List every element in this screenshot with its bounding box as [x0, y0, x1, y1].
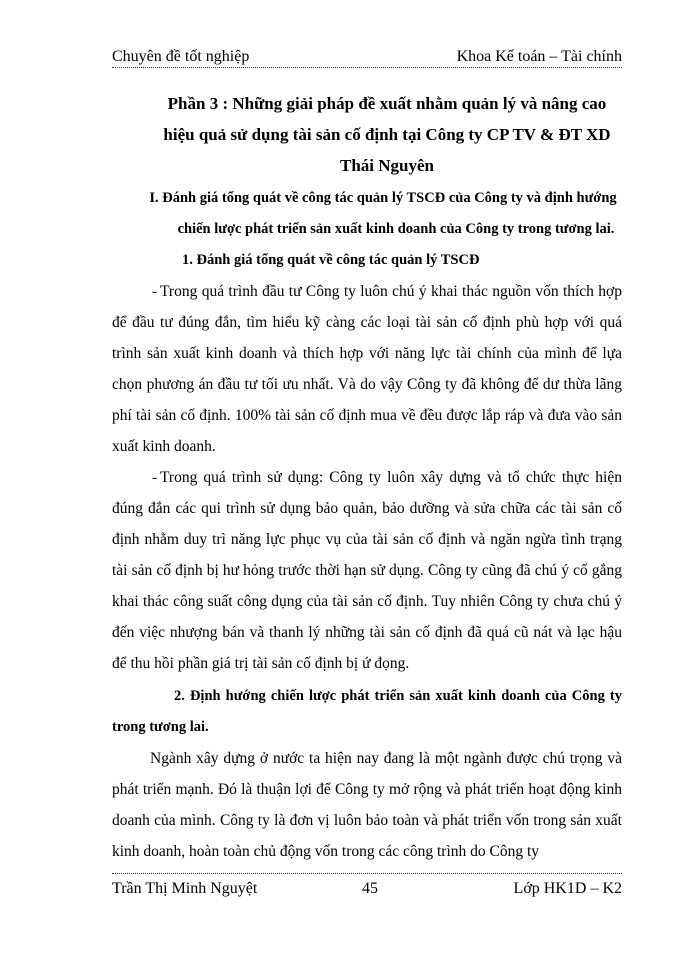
header-divider [112, 67, 622, 68]
footer-author: Trần Thị Minh Nguyệt [112, 880, 258, 897]
footer-class: Lớp HK1D – K2 [513, 880, 622, 897]
subsection-2-heading: 2. Định hướng chiến lược phát triển sản xuất kinh doanh của Công ty trong tương lai. [112, 688, 622, 735]
bullet-paragraph [112, 276, 622, 462]
part-title: Phần 3 : Những giải pháp đề xuất nhằm quản lý và nâng cao hiệu quả sử dụng tài sản cố định tại Công ty CP TV & ĐT XD Thái Nguyên [163, 94, 611, 175]
header-left-text: Chuyên đề tốt nghiệp [112, 48, 250, 65]
document-body [112, 88, 622, 867]
subsection-1-heading: 1. Đánh giá tổng quát về công tác quản lý TSCĐ [182, 252, 480, 268]
bullet-text: Trong quá trình đầu tư Công ty luôn chú ý khai thác nguồn vốn thích hợp để đầu tư đúng đắn, tìm hiểu kỹ càng các loại tài sản cố định phù hợp với quá trình sản xuất kinh doanh và thích hợp với năng lực tài chính của mình để lựa chọn phương án đầu tư tối ưu nhất. Và do vậy Công ty đã không để dư thừa lãng phí tài sản cố định. 100% tài sản cố định mua về đều được lắp ráp và đưa vào sản xuất kinh doanh. [112, 283, 622, 455]
bullet-paragraph [112, 462, 622, 679]
footer-divider [112, 873, 622, 874]
page-header [112, 42, 622, 66]
bullet-dash: - [152, 469, 158, 486]
bullet-dash: - [152, 283, 158, 300]
page-number: 45 [362, 880, 378, 897]
bullet-text: Trong quá trình sử dụng: Công ty luôn xây dựng và tổ chức thực hiện đúng đắn các qui trình sử dụng bảo quản, bảo dưỡng và sửa chữa các tài sản cố định nhằm duy trì năng lực phục vụ của tài sản cố định và ngăn ngừa tình trạng tài sản cố định bị hư hỏng trước thời hạn sử dụng. Công ty cũng đã chú ý cố gắng khai thác công suất công dụng của tài sản cố định. Tuy nhiên Công ty chưa chú ý đến việc nhượng bán và thanh lý những tài sản cố định đã quá cũ nát và lạc hậu để thu hồi phần giá trị tài sản cố định bị ứ đọng. [112, 469, 622, 672]
section-title-text: Đánh giá tổng quát về công tác quản lý TSCĐ của Công ty và định hướng chiến lược phát triển sản xuất kinh doanh của Công ty trong tương lai. [162, 190, 617, 237]
page-footer [112, 880, 622, 904]
body-paragraph: Ngành xây dựng ở nước ta hiện nay đang là một ngành được chú trọng và phát triển mạnh. Đó là thuận lợi để Công ty mở rộng và phát triển hoạt động kinh doanh của mình. Công ty là đơn vị luôn bảo toàn và phát triển vốn trong sản xuất kinh doanh, hoàn toàn chủ động vốn trong các công trình do Công ty [112, 750, 622, 860]
header-right-text: Khoa Kế toán – Tài chính [456, 48, 622, 65]
section-heading [112, 183, 622, 245]
section-number: I. [149, 190, 159, 206]
